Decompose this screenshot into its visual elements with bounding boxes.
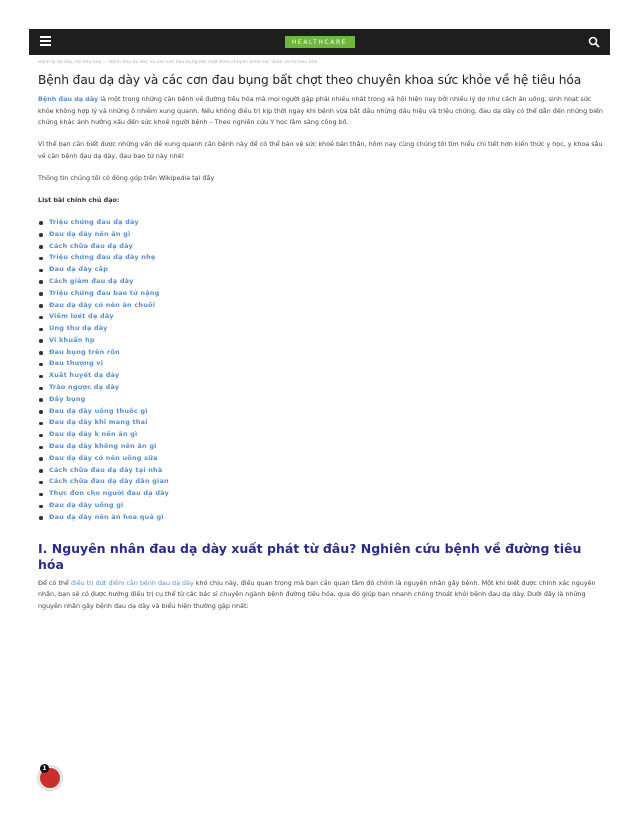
toc-item[interactable]: Đau dạ dày không nên ăn gì: [38, 441, 604, 453]
chat-count-badge: 1: [40, 764, 49, 773]
toc-item[interactable]: Đầy bụng: [38, 394, 604, 406]
breadcrumb-item[interactable]: Bệnh lý dạ dày, hệ tiêu hóa: [38, 60, 102, 65]
section-text: khó chịu này, điều quan trọng mà bạn cần quan tâm đó chính là nguyên nhân gây bệnh. Một khi biết được chính xác nguyên nhân, bạn sẽ có được hướng điều trị cụ thể từ các bác sĩ chuyên ngành bệnh đường tiêu hóa, qua đó giúp bạn nhanh chóng thoát khỏi bệnh đau dạ dày. Dưới đây là những nguyên nhân gây bệnh đau dạ dày và biểu hiện thường gặp nhất:: [38, 578, 596, 611]
toc-item[interactable]: Ung thư dạ dày: [38, 323, 604, 335]
toc-item[interactable]: Triệu chứng đau bao tử nặng: [38, 288, 604, 300]
section-paragraph: [38, 578, 604, 613]
intro-text: là một trong những căn bệnh về đường tiêu hóa mà mọi người gặp phải nhiều nhất trong xã hội hiện nay bởi nhiều lý do như cách ăn uống, sinh hoạt sức khỏe không hợp lý và những ô nhiễm xung quanh. Nếu không điều trị kịp thời ngay khi bệnh vừa bắt đầu những dấu hiệu và triệu chứng, đau dạ dày có thể dẫn đến những biến chứng khác ảnh hưởng xấu đến sức khoẻ người bệnh – Theo nghiên cứu Y học lâm sàng công bố.: [38, 95, 603, 127]
article-content: [38, 60, 604, 613]
toc-item[interactable]: Đau dạ dày cấp: [38, 264, 604, 276]
page-title: Bệnh đau dạ dày và các cơn đau bụng bất chợt theo chuyên khoa sức khỏe về hệ tiêu hóa: [38, 73, 582, 87]
toc-item[interactable]: Đau dạ dày k nên ăn gì: [38, 429, 604, 441]
toc-item[interactable]: Đau bụng trên rốn: [38, 347, 604, 359]
toc-item[interactable]: Đau thượng vị: [38, 358, 604, 370]
toc-item[interactable]: Trào ngược dạ dày: [38, 382, 604, 394]
category-badge[interactable]: HEALTHCARE: [285, 36, 355, 48]
intro-link[interactable]: Bệnh đau dạ dày: [38, 95, 99, 103]
section-heading: I. Nguyên nhân đau dạ dày xuất phát từ đâu? Nghiên cứu bệnh về đường tiêu hóa: [38, 540, 582, 572]
section-link[interactable]: điều trị dứt điểm căn bệnh đau dạ dày: [70, 578, 194, 587]
toc-item[interactable]: Đau dạ dày khi mang thai: [38, 417, 604, 429]
toc-item[interactable]: Cách chữa đau dạ dày tại nhà: [38, 465, 604, 477]
breadcrumb-item-current: Bệnh đau dạ dày và các cơn đau bụng bất chợt theo chuyên khoa sức khỏe về hệ tiêu hóa: [109, 60, 318, 65]
toc-item[interactable]: Thực đơn cho người đau dạ dày: [38, 488, 604, 500]
toc-list: [38, 217, 604, 524]
top-navigation-bar: [29, 29, 610, 55]
toc-item[interactable]: Vi khuẩn hp: [38, 335, 604, 347]
section-text-pre: Để có thể: [38, 578, 71, 587]
toc-item[interactable]: Triệu chứng đau dạ dày nhẹ: [38, 252, 604, 264]
toc-item[interactable]: Cách giảm đau dạ dày: [38, 276, 604, 288]
toc-item[interactable]: Đau dạ dày có nên uống sữa: [38, 453, 604, 465]
hamburger-icon[interactable]: [40, 36, 52, 48]
toc-item[interactable]: Viêm loét dạ dày: [38, 311, 604, 323]
toc-item[interactable]: Triệu chứng đau dạ dày: [38, 217, 604, 229]
toc-item[interactable]: Đau dạ dày uống thuốc gì: [38, 406, 604, 418]
toc-item[interactable]: Cách chữa đau dạ dày: [38, 241, 604, 253]
toc-item[interactable]: Đau dạ dày nên ăn gì: [38, 229, 604, 241]
toc-item[interactable]: Đau dạ dày có nên ăn chuối: [38, 300, 604, 312]
wikipedia-paragraph[interactable]: Thông tin chúng tôi có đóng góp trên Wikipedia tại đây: [38, 173, 215, 182]
breadcrumb-separator: ›: [104, 60, 107, 65]
search-icon[interactable]: [588, 36, 600, 48]
toc-item[interactable]: Xuất huyết dạ dày: [38, 370, 604, 382]
paragraph-2: Vì thế bạn cần biết được những vấn đề xung quanh căn bệnh này để có thể bảo vệ sức khoẻ bản thân, hôm nay cùng chúng tôi tìm hiểu chi tiết hơn kiến thức y học, y khoa sâu về căn bệnh đau dạ dày, đau bao tử này nhé!: [38, 140, 603, 160]
toc-item[interactable]: Đau dạ dày uống gì: [38, 500, 604, 512]
toc-item[interactable]: Cách chữa đau dạ dày dân gian: [38, 476, 604, 488]
list-heading: List bài chính chủ đạo:: [38, 196, 120, 205]
breadcrumb: [38, 60, 604, 68]
intro-paragraph: [38, 94, 604, 129]
toc-item[interactable]: Đau dạ dày nên ăn hoa quả gì: [38, 512, 604, 524]
